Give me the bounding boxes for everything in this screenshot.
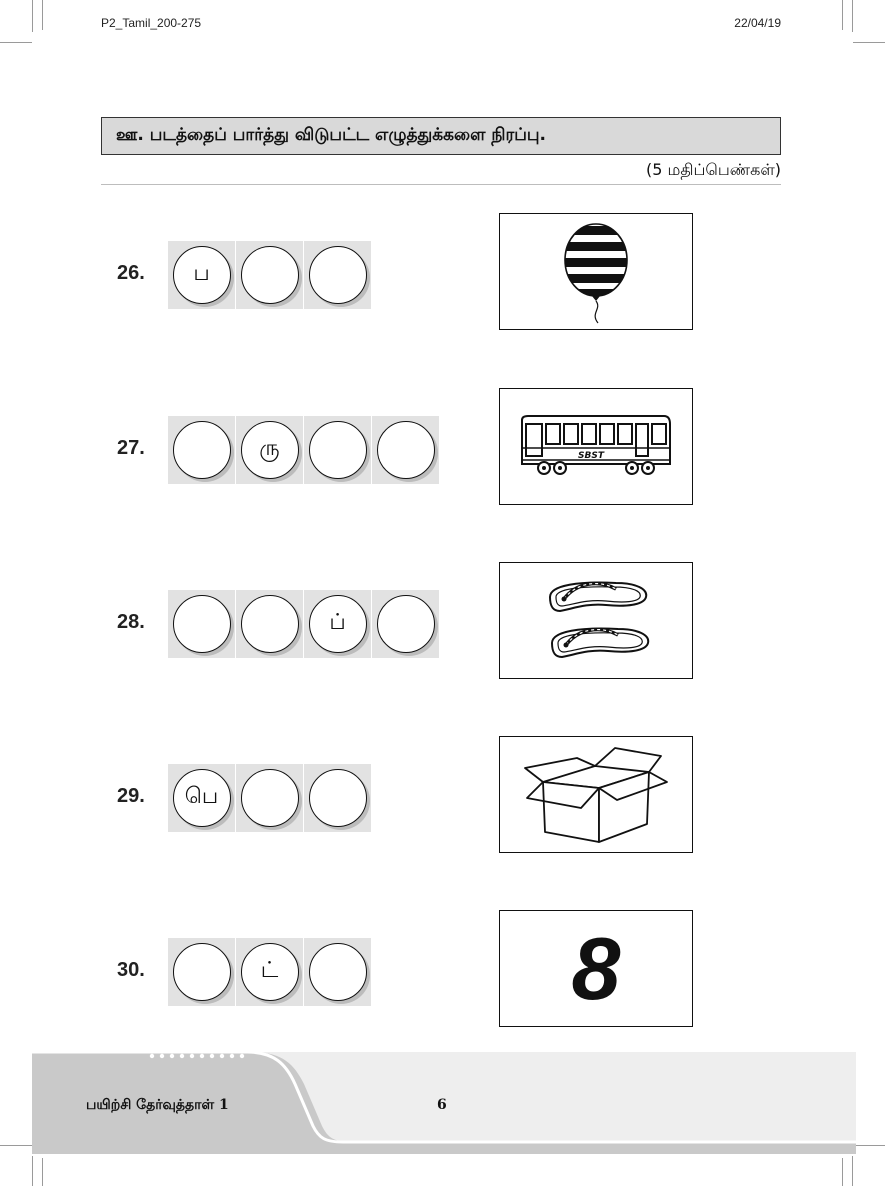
crop-mark	[32, 1156, 33, 1186]
letter-cell	[371, 416, 439, 484]
bus-logo-text: SBST	[578, 450, 604, 461]
paper-title: பயிற்சி தேர்வுத்தாள் 1	[86, 1097, 229, 1113]
letter-circle[interactable]: ட்	[241, 943, 299, 1001]
crop-mark	[842, 0, 843, 30]
letter-circle[interactable]	[377, 421, 435, 479]
crop-mark	[42, 1158, 43, 1186]
letter-row	[168, 590, 439, 658]
letter-circle[interactable]	[309, 246, 367, 304]
letter-row	[168, 938, 371, 1006]
marks-label: (5 மதிப்பெண்கள்)	[645, 160, 781, 179]
letter-cell	[235, 416, 303, 484]
letter-row	[168, 416, 439, 484]
letter-row	[168, 241, 371, 309]
question-number: 29.	[117, 785, 145, 807]
crop-mark	[32, 0, 33, 32]
section-title: ஊ. படத்தைப் பார்த்து விடுபட்ட எழுத்துக்களை நிரப்பு.	[116, 125, 547, 145]
letter-circle[interactable]: ப	[173, 246, 231, 304]
crop-mark	[853, 42, 885, 43]
letter-circle[interactable]	[241, 769, 299, 827]
letter-circle[interactable]	[241, 595, 299, 653]
crop-mark	[852, 0, 853, 32]
letter-cell	[168, 938, 235, 1006]
letter-cell	[303, 416, 371, 484]
print-date: 22/04/19	[734, 16, 781, 30]
picture-slippers	[499, 562, 693, 679]
letter-circle[interactable]: பெ	[173, 769, 231, 827]
letter-circle[interactable]	[241, 246, 299, 304]
letter-circle[interactable]	[173, 595, 231, 653]
box-icon	[521, 742, 671, 847]
letter-cell	[371, 590, 439, 658]
letter-circle[interactable]: ரு	[241, 421, 299, 479]
crop-mark	[853, 1145, 885, 1146]
bus-icon	[516, 412, 676, 482]
crop-mark	[852, 1156, 853, 1186]
letter-cell	[168, 241, 235, 309]
slippers-icon	[536, 573, 656, 668]
file-name: P2_Tamil_200-275	[101, 16, 202, 30]
letter-circle[interactable]	[309, 769, 367, 827]
letter-cell	[168, 416, 235, 484]
letter-circle[interactable]	[173, 421, 231, 479]
letter-cell	[303, 590, 371, 658]
divider	[101, 184, 781, 185]
picture-box	[499, 736, 693, 853]
letter-cell	[168, 590, 235, 658]
crop-mark	[42, 0, 43, 30]
crop-mark	[0, 1145, 32, 1146]
picture-balloon	[499, 213, 693, 330]
letter-row	[168, 764, 371, 832]
page-number: 6	[437, 1097, 447, 1113]
letter-circle[interactable]	[173, 943, 231, 1001]
letter-cell	[235, 938, 303, 1006]
letter-cell	[168, 764, 235, 832]
question-number: 26.	[117, 262, 145, 284]
letter-cell	[235, 241, 303, 309]
letter-circle[interactable]	[377, 595, 435, 653]
letter-cell	[303, 938, 371, 1006]
picture-bus	[499, 388, 693, 505]
letter-cell	[235, 590, 303, 658]
balloon-icon	[556, 217, 636, 327]
letter-cell	[303, 241, 371, 309]
question-number: 28.	[117, 611, 145, 633]
letter-circle[interactable]	[309, 421, 367, 479]
number-eight: 8	[571, 918, 621, 1018]
question-number: 30.	[117, 959, 145, 981]
letter-cell	[235, 764, 303, 832]
question-number: 27.	[117, 437, 145, 459]
letter-circle[interactable]: ப்	[309, 595, 367, 653]
letter-cell	[303, 764, 371, 832]
picture-eight	[499, 910, 693, 1027]
section-title-bar	[101, 117, 781, 155]
letter-circle[interactable]	[309, 943, 367, 1001]
crop-mark	[0, 42, 32, 43]
crop-mark	[842, 1158, 843, 1186]
